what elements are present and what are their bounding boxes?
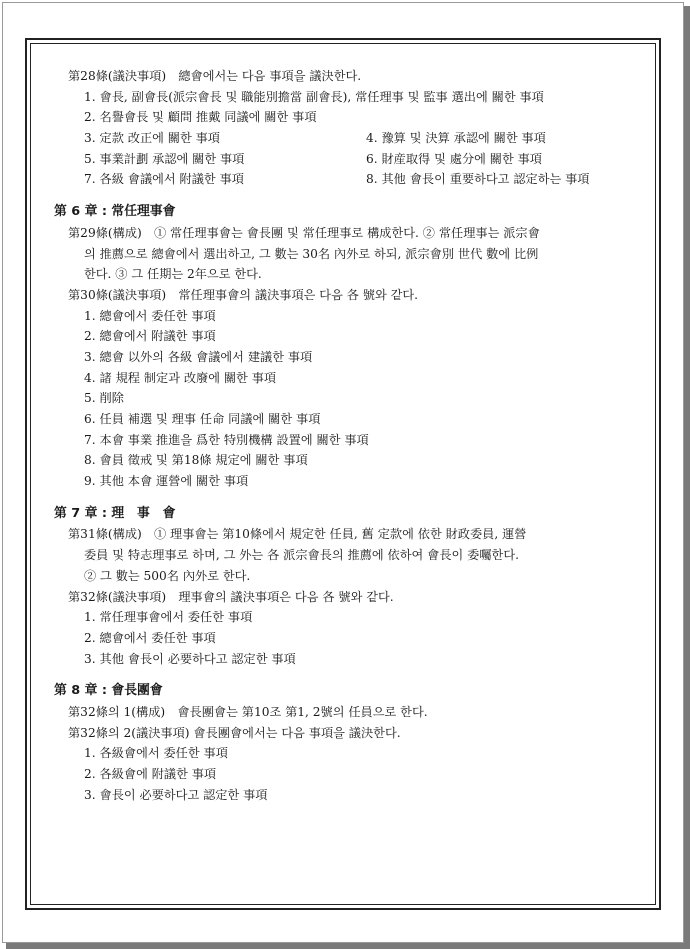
article-28-item: 6. 財産取得 및 處分에 關한 事項 bbox=[365, 151, 542, 166]
document-body bbox=[54, 66, 644, 805]
article-30-item: 5. 削除 bbox=[84, 391, 124, 406]
article-30-item: 8. 會員 徵戒 및 第18條 規定에 關한 事項 bbox=[84, 453, 308, 468]
article-30-item: 2. 總會에서 附議한 事項 bbox=[84, 329, 216, 344]
article-28-item: 2. 名譽會長 및 顧問 推戴 同議에 關한 事項 bbox=[84, 110, 317, 125]
article-28-title: 第28條(議決事項) 總會에서는 다음 事項을 議決한다. bbox=[68, 69, 362, 83]
article-32-2-item: 2. 各級會에 附議한 事項 bbox=[84, 767, 217, 781]
article-30-item: 1. 總會에서 委任한 事項 bbox=[84, 308, 216, 323]
article-28-item: 7. 各級 會議에서 附議한 事項 bbox=[84, 172, 244, 187]
article-28-item: 1. 會長, 副會長(派宗會長 및 職能別擔當 副會長), 常任理事 및 監事 選出에 關한 事項 bbox=[84, 89, 544, 104]
article-30-title: 第30條(議決事項) 常任理事會의 議決事項은 다음 各 號와 같다. bbox=[68, 287, 419, 302]
article-31-line: ② 그 數는 500名 內外로 한다. bbox=[84, 568, 251, 583]
page-shadow-right bbox=[684, 6, 690, 949]
article-28-item-row bbox=[54, 128, 644, 149]
article-32-item: 3. 其他 會長이 必要하다고 認定한 事項 bbox=[84, 651, 296, 666]
page-shadow-bottom bbox=[6, 943, 690, 949]
article-28-item: 5. 事業計劃 承認에 關한 事項 bbox=[84, 151, 245, 166]
article-30-item: 3. 總會 以外의 各級 會議에서 建議한 事項 bbox=[84, 349, 313, 364]
article-32-item: 2. 總會에서 委任한 事項 bbox=[84, 630, 216, 645]
chapter-7-heading: 第 7 章 : 理 事 會 bbox=[54, 505, 176, 521]
article-28-item: 3. 定款 改正에 關한 事項 bbox=[84, 131, 220, 146]
article-30-item: 6. 任員 補選 및 理事 任命 同議에 關한 事項 bbox=[84, 412, 321, 426]
article-28-item: 4. 豫算 및 決算 承認에 關한 事項 bbox=[365, 131, 546, 146]
chapter-6-heading: 第 6 章 : 常任理事會 bbox=[54, 204, 176, 220]
article-32-2-item: 1. 各級會에서 委任한 事項 bbox=[84, 746, 228, 761]
article-29-line: 第29條(構成) ① 常任理事會는 會長團 및 常任理事로 構成한다. ② 常任理事는 派宗會 bbox=[68, 225, 540, 240]
article-28-item-row bbox=[54, 169, 644, 190]
article-28-item-row bbox=[54, 149, 644, 170]
article-29-line: 의 推薦으로 總會에서 選出하고, 그 數는 30名 內外로 하되, 派宗會別 世代 數에 比例 bbox=[84, 246, 539, 261]
article-28-item: 8. 其他 會長이 重要하다고 認定하는 事項 bbox=[365, 172, 590, 187]
article-30-item: 9. 其他 本會 運營에 關한 事項 bbox=[84, 474, 249, 489]
article-30-item: 4. 諸 規程 制定과 改廢에 關한 事項 bbox=[84, 370, 277, 385]
article-30-item: 7. 本會 事業 推進을 爲한 特別機構 設置에 關한 事項 bbox=[84, 432, 369, 447]
article-32-item: 1. 常任理事會에서 委任한 事項 bbox=[84, 610, 253, 625]
article-29-line: 한다. ③ 그 任期는 2年으로 한다. bbox=[84, 267, 262, 282]
article-32-2: 第32條의 2(議決事項) 會長團會에서는 다음 事項을 議決한다. bbox=[68, 725, 401, 740]
chapter-8-heading: 第 8 章 : 會長團會 bbox=[54, 683, 163, 699]
article-32-2-item: 3. 會長이 必要하다고 認定한 事項 bbox=[84, 787, 268, 802]
article-32-title: 第32條(議決事項) 理事會의 議決事項은 다음 各 號와 같다. bbox=[68, 589, 394, 604]
article-31-line: 第31條(構成) ① 理事會는 第10條에서 規定한 任員, 舊 定款에 依한 財政委員, 運營 bbox=[68, 527, 527, 542]
article-31-line: 委員 및 特志理事로 하며, 그 外는 各 派宗會長의 推薦에 依하여 會長이 委囑한다. bbox=[84, 548, 519, 563]
article-32-1: 第32條의 1(構成) 會長團會는 第10조 第1, 2號의 任員으로 한다. bbox=[68, 704, 428, 719]
